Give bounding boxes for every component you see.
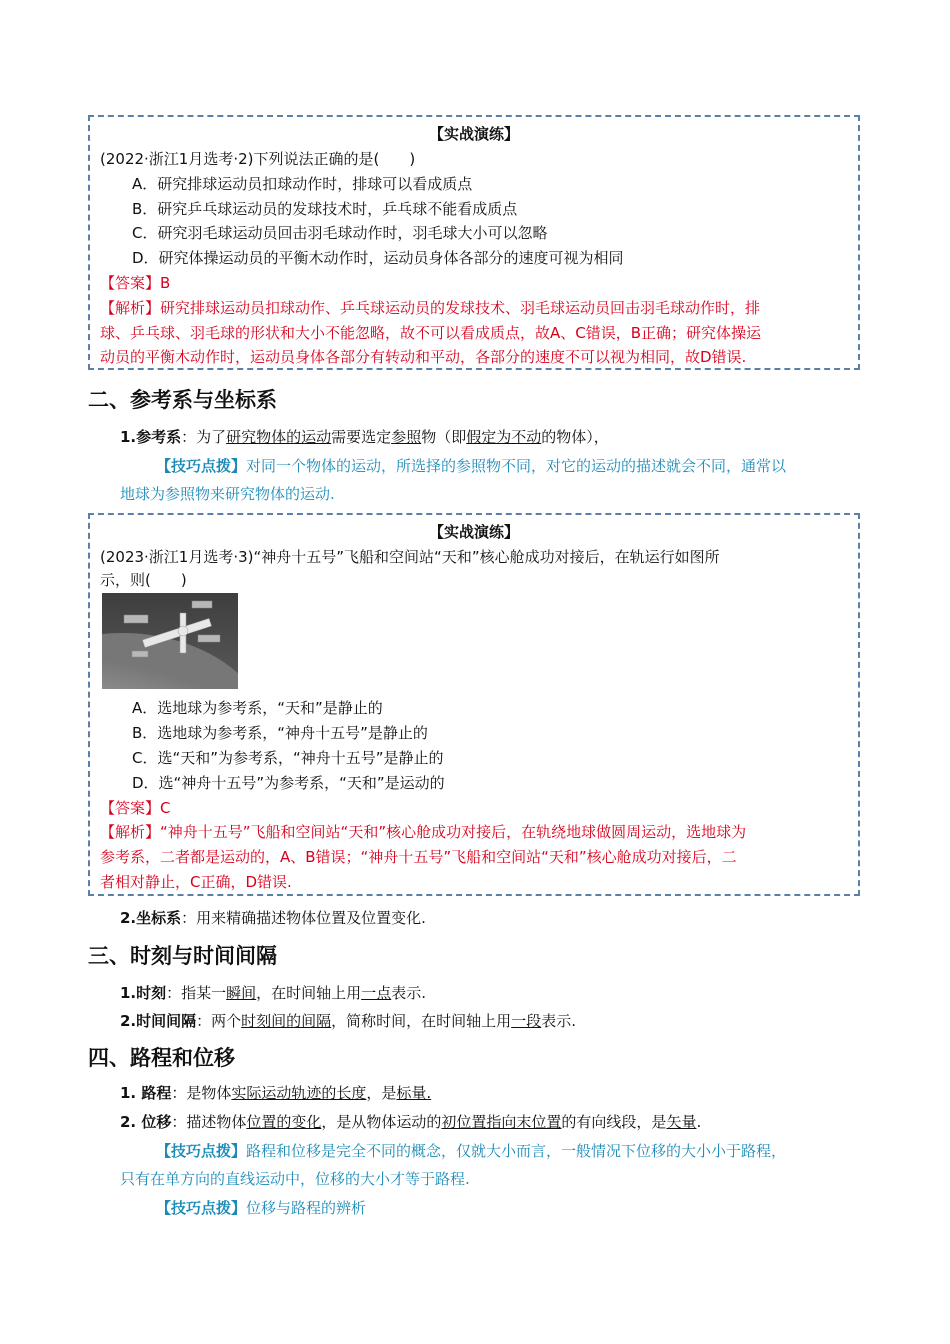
key-phrase: 参照 [391,428,422,446]
key-phrase: 假定为不动 [466,428,542,446]
term-label: 2.坐标系 [120,909,182,927]
tip-line: 地球为参照物来研究物体的运动. [120,485,335,503]
analysis-line: 参考系，二者都是运动的，A、B错误；“神舟十五号”飞船和空间站“天和”核心舱成功对接后，二 [100,848,737,866]
option-c: C．研究羽毛球运动员回击羽毛球动作时，羽毛球大小可以忽略 [132,224,548,242]
option-c: C．选“天和”为参考系，“神舟十五号”是静止的 [132,749,444,767]
key-phrase: 标量. [396,1084,432,1102]
practice-title: 【实战演练】 [428,125,519,143]
option-a: A．研究排球运动员扣球动作时，排球可以看成质点 [132,175,473,193]
option-b: B．选地球为参考系，“神舟十五号”是静止的 [132,724,428,742]
option-b: B．研究乒乓球运动员的发球技术时，乒乓球不能看成质点 [132,200,518,218]
key-phrase: 研究物体的运动 [226,428,332,446]
key-phrase: 一段 [511,1012,542,1030]
analysis-line: 【解析】研究排球运动员扣球动作、乒乓球运动员的发球技术、羽毛球运动员回击羽毛球动作时，排 [100,299,761,317]
term-label: 1.时刻 [120,984,167,1002]
term-label: 1.参考系 [120,428,182,446]
option-a: A．选地球为参考系，“天和”是静止的 [132,699,383,717]
tip-line: 【技巧点拨】位移与路程的辨析 [156,1199,367,1217]
reference-frame-definition: 1.参考系：为了研究物体的运动需要选定参照物（即假定为不动的物体）， [120,428,609,446]
question-text: (2023·浙江1月选考·3)“神舟十五号”飞船和空间站“天和”核心舱成功对接后，在轨运行如图所 [100,548,720,566]
key-phrase: 一点 [361,984,392,1002]
key-phrase: 实际运动轨迹的长度 [231,1084,367,1102]
displacement-definition: 2. 位移：描述物体位置的变化，是从物体运动的初位置指向末位置的有向线段，是矢量. [120,1113,702,1131]
coordinate-system-definition: 2.坐标系：用来精确描述物体位置及位置变化. [120,909,426,927]
key-phrase: 初位置指向末位置 [441,1113,562,1131]
tip-label: 【技巧点拨】 [156,1199,247,1217]
question-text: (2022·浙江1月选考·2)下列说法正确的是( ) [100,150,416,168]
tip-line: 只有在单方向的直线运动中，位移的大小才等于路程. [120,1170,470,1188]
path-definition: 1. 路程：是物体实际运动轨迹的长度，是标量. [120,1084,432,1102]
section-heading: 三、时刻与时间间隔 [88,945,277,968]
key-phrase: 位置的变化 [246,1113,322,1131]
analysis-line: 动员的平衡木动作时，运动员身体各部分有转动和平动，各部分的速度不可以视为相同，故D错误. [100,348,747,366]
tip-line: 【技巧点拨】对同一个物体的运动，所选择的参照物不同，对它的运动的描述就会不同，通常以 [156,457,787,475]
practice-box-2 [88,513,860,896]
answer: 【答案】C [100,799,171,817]
analysis-line: 球、乒乓球、羽毛球的形状和大小不能忽略，故不可以看成质点，故A、C错误，B正确；研究体操运 [100,324,762,342]
question-text: 示，则( ) [100,571,187,589]
section-heading: 二、参考系与坐标系 [88,389,277,412]
answer: 【答案】B [100,274,171,292]
key-phrase: 矢量 [666,1113,697,1131]
analysis-line: 者相对静止，C正确，D错误. [100,873,292,891]
key-phrase: 时刻间的间隔 [241,1012,332,1030]
tip-label: 【技巧点拨】 [156,457,247,475]
section-heading: 四、路程和位移 [88,1047,235,1070]
moment-definition: 1.时刻：指某一瞬间，在时间轴上用一点表示. [120,984,426,1002]
tip-label: 【技巧点拨】 [156,1142,247,1160]
term-label: 1. 路程 [120,1084,172,1102]
option-d: D．选“神舟十五号”为参考系，“天和”是运动的 [132,774,445,792]
interval-definition: 2.时间间隔：两个时刻间的间隔，简称时间，在时间轴上用一段表示. [120,1012,576,1030]
tip-line: 【技巧点拨】路程和位移是完全不同的概念，仅就大小而言，一般情况下位移的大小小于路程， [156,1142,787,1160]
term-label: 2.时间间隔 [120,1012,197,1030]
key-phrase: 瞬间 [226,984,257,1002]
analysis-line: 【解析】“神舟十五号”飞船和空间站“天和”核心舱成功对接后，在轨绕地球做圆周运动，选地球为 [100,823,747,841]
practice-title: 【实战演练】 [428,523,519,541]
term-label: 2. 位移 [120,1113,172,1131]
practice-box-1 [88,115,860,370]
option-d: D．研究体操运动员的平衡木动作时，运动员身体各部分的速度可视为相同 [132,249,624,267]
space-station-image [102,593,238,689]
